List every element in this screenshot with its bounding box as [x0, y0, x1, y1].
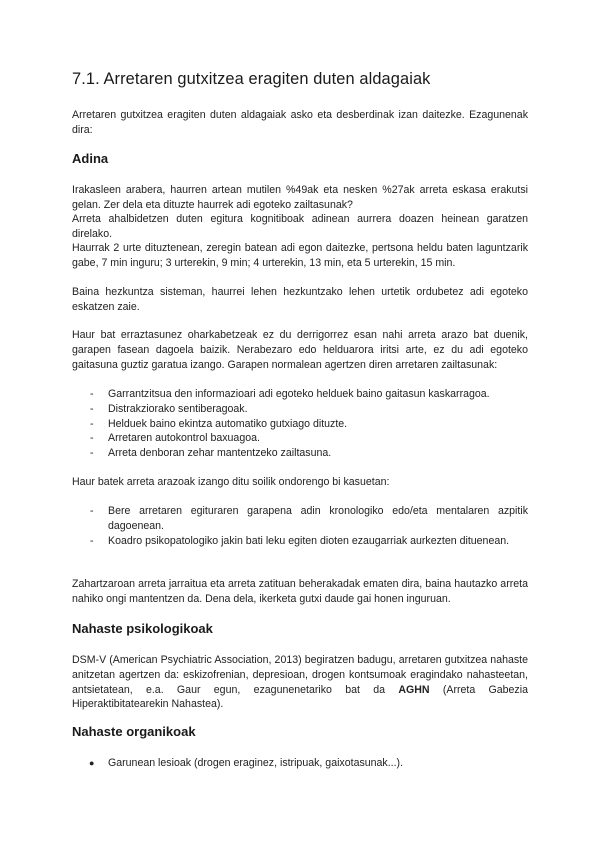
bullet-marker: ●: [89, 758, 95, 768]
page-title: 7.1. Arretaren gutxitzea eragiten duten aldagaiak: [72, 70, 431, 88]
section-heading-psikologikoak: Nahaste psikologikoak: [72, 621, 213, 636]
adina-paragraph-4: Baina hezkuntza sisteman, haurrei lehen hezkuntzako lehen urtetik ordubetez adi egoteko eskatzen zaie.: [72, 286, 528, 313]
dash-marker: -: [90, 388, 94, 400]
dash-marker: -: [90, 417, 94, 430]
list-item: - Garrantzitsua den informazioari adi egoteko helduek baino gaitasun kaskarragoa.: [90, 388, 490, 400]
list-item: - Arretaren autokontrol baxuagoa.: [90, 432, 260, 445]
dash-marker: -: [90, 505, 94, 517]
adina-paragraph-2: Arreta ahalbidetzen duten egitura kognitiboak adinean aurrera doazen heinean garatzen direlako.: [72, 213, 528, 240]
adina-paragraph-5: Haur bat erraztasunez oharkabetzeak ez du derrigorrez esan nahi arreta arazo bat duenik, garapen fasean dagoela baizik. Nerabezaro edo helduarora iritsi arte, ez du adi egoteko gaitasuna guztiz garatua izango. Garapen normalean agertzen diren arretaren zailtasunak:: [72, 329, 528, 371]
adina-paragraph-7: Zahartzaroan arreta jarraitua eta arreta zatituan beherakadak ematen dira, baina hautazko arreta nahiko ongi mantentzen da. Dena dela, ikerketa gutxi daude gai honen inguruan.: [72, 578, 528, 605]
organiko-list: [72, 756, 528, 771]
list-item: - Koadro psikopatologiko jakin bati leku egiten dioten ezaugarriak aurkezten dituenean.: [90, 534, 510, 547]
section-heading-adina: Adina: [72, 151, 109, 166]
dash-marker: -: [90, 402, 94, 415]
list-item: ● Garunean lesioak (drogen eraginez, istripuak, gaixotasunak...).: [89, 757, 404, 769]
list-item: - Bere arretaren egituraren garapena adin kronologiko edo/eta mentalaren azpitik dagoenean.: [90, 505, 528, 532]
aghn-term: AGHN: [398, 683, 430, 696]
adina-paragraph-6: Haur batek arreta arazoak izango ditu soilik ondorengo bi kasuetan:: [72, 476, 390, 488]
adina-paragraph-1: Irakasleen arabera, haurren artean mutilen %49ak eta nesken %27ak arreta eskasa erakutsi gelan. Zer dela eta dituzte haurrek adi egoteko zailtasunak?: [72, 184, 528, 211]
adina-cases-list: [72, 504, 528, 548]
section-heading-organikoak: Nahaste organikoak: [72, 724, 196, 739]
list-item: - Helduek baino ekintza automatiko gutxiago dituzte.: [90, 417, 348, 430]
psiko-paragraph: DSM-V (American Psychiatric Association, 2013) begiratzen badugu, arretaren gutxitzea nahaste anitzetan agertzen da: eskizofrenian, depresioan, drogen kontsumoak eragindako nahasteetan, antsietatean, e.a. Gaur egun, ezagunenetariko bat da AGHN (Arreta Gabezia Hiperaktibitatearekin Nahastea).: [72, 654, 528, 711]
list-item: - Arreta denboran zehar mantentzeko zailtasuna.: [90, 447, 332, 460]
dash-marker: -: [90, 534, 94, 547]
list-item: - Distrakziorako sentiberagoak.: [90, 402, 248, 415]
intro-paragraph: Arretaren gutxitzea eragiten duten aldagaiak asko eta desberdinak izan daitezke. Ezagunenak dira:: [72, 109, 528, 136]
dash-marker: -: [90, 432, 94, 445]
adina-paragraph-3: Haurrak 2 urte dituztenean, zeregin batean adi egon daitezke, pertsona heldu baten laguntzarik gabe, 7 min inguru; 3 urterekin, 9 min; 4 urterekin, 13 min, eta 5 urterekin, 15 min.: [72, 242, 528, 269]
adina-difficulties-list: [72, 387, 528, 461]
dash-marker: -: [90, 447, 94, 460]
